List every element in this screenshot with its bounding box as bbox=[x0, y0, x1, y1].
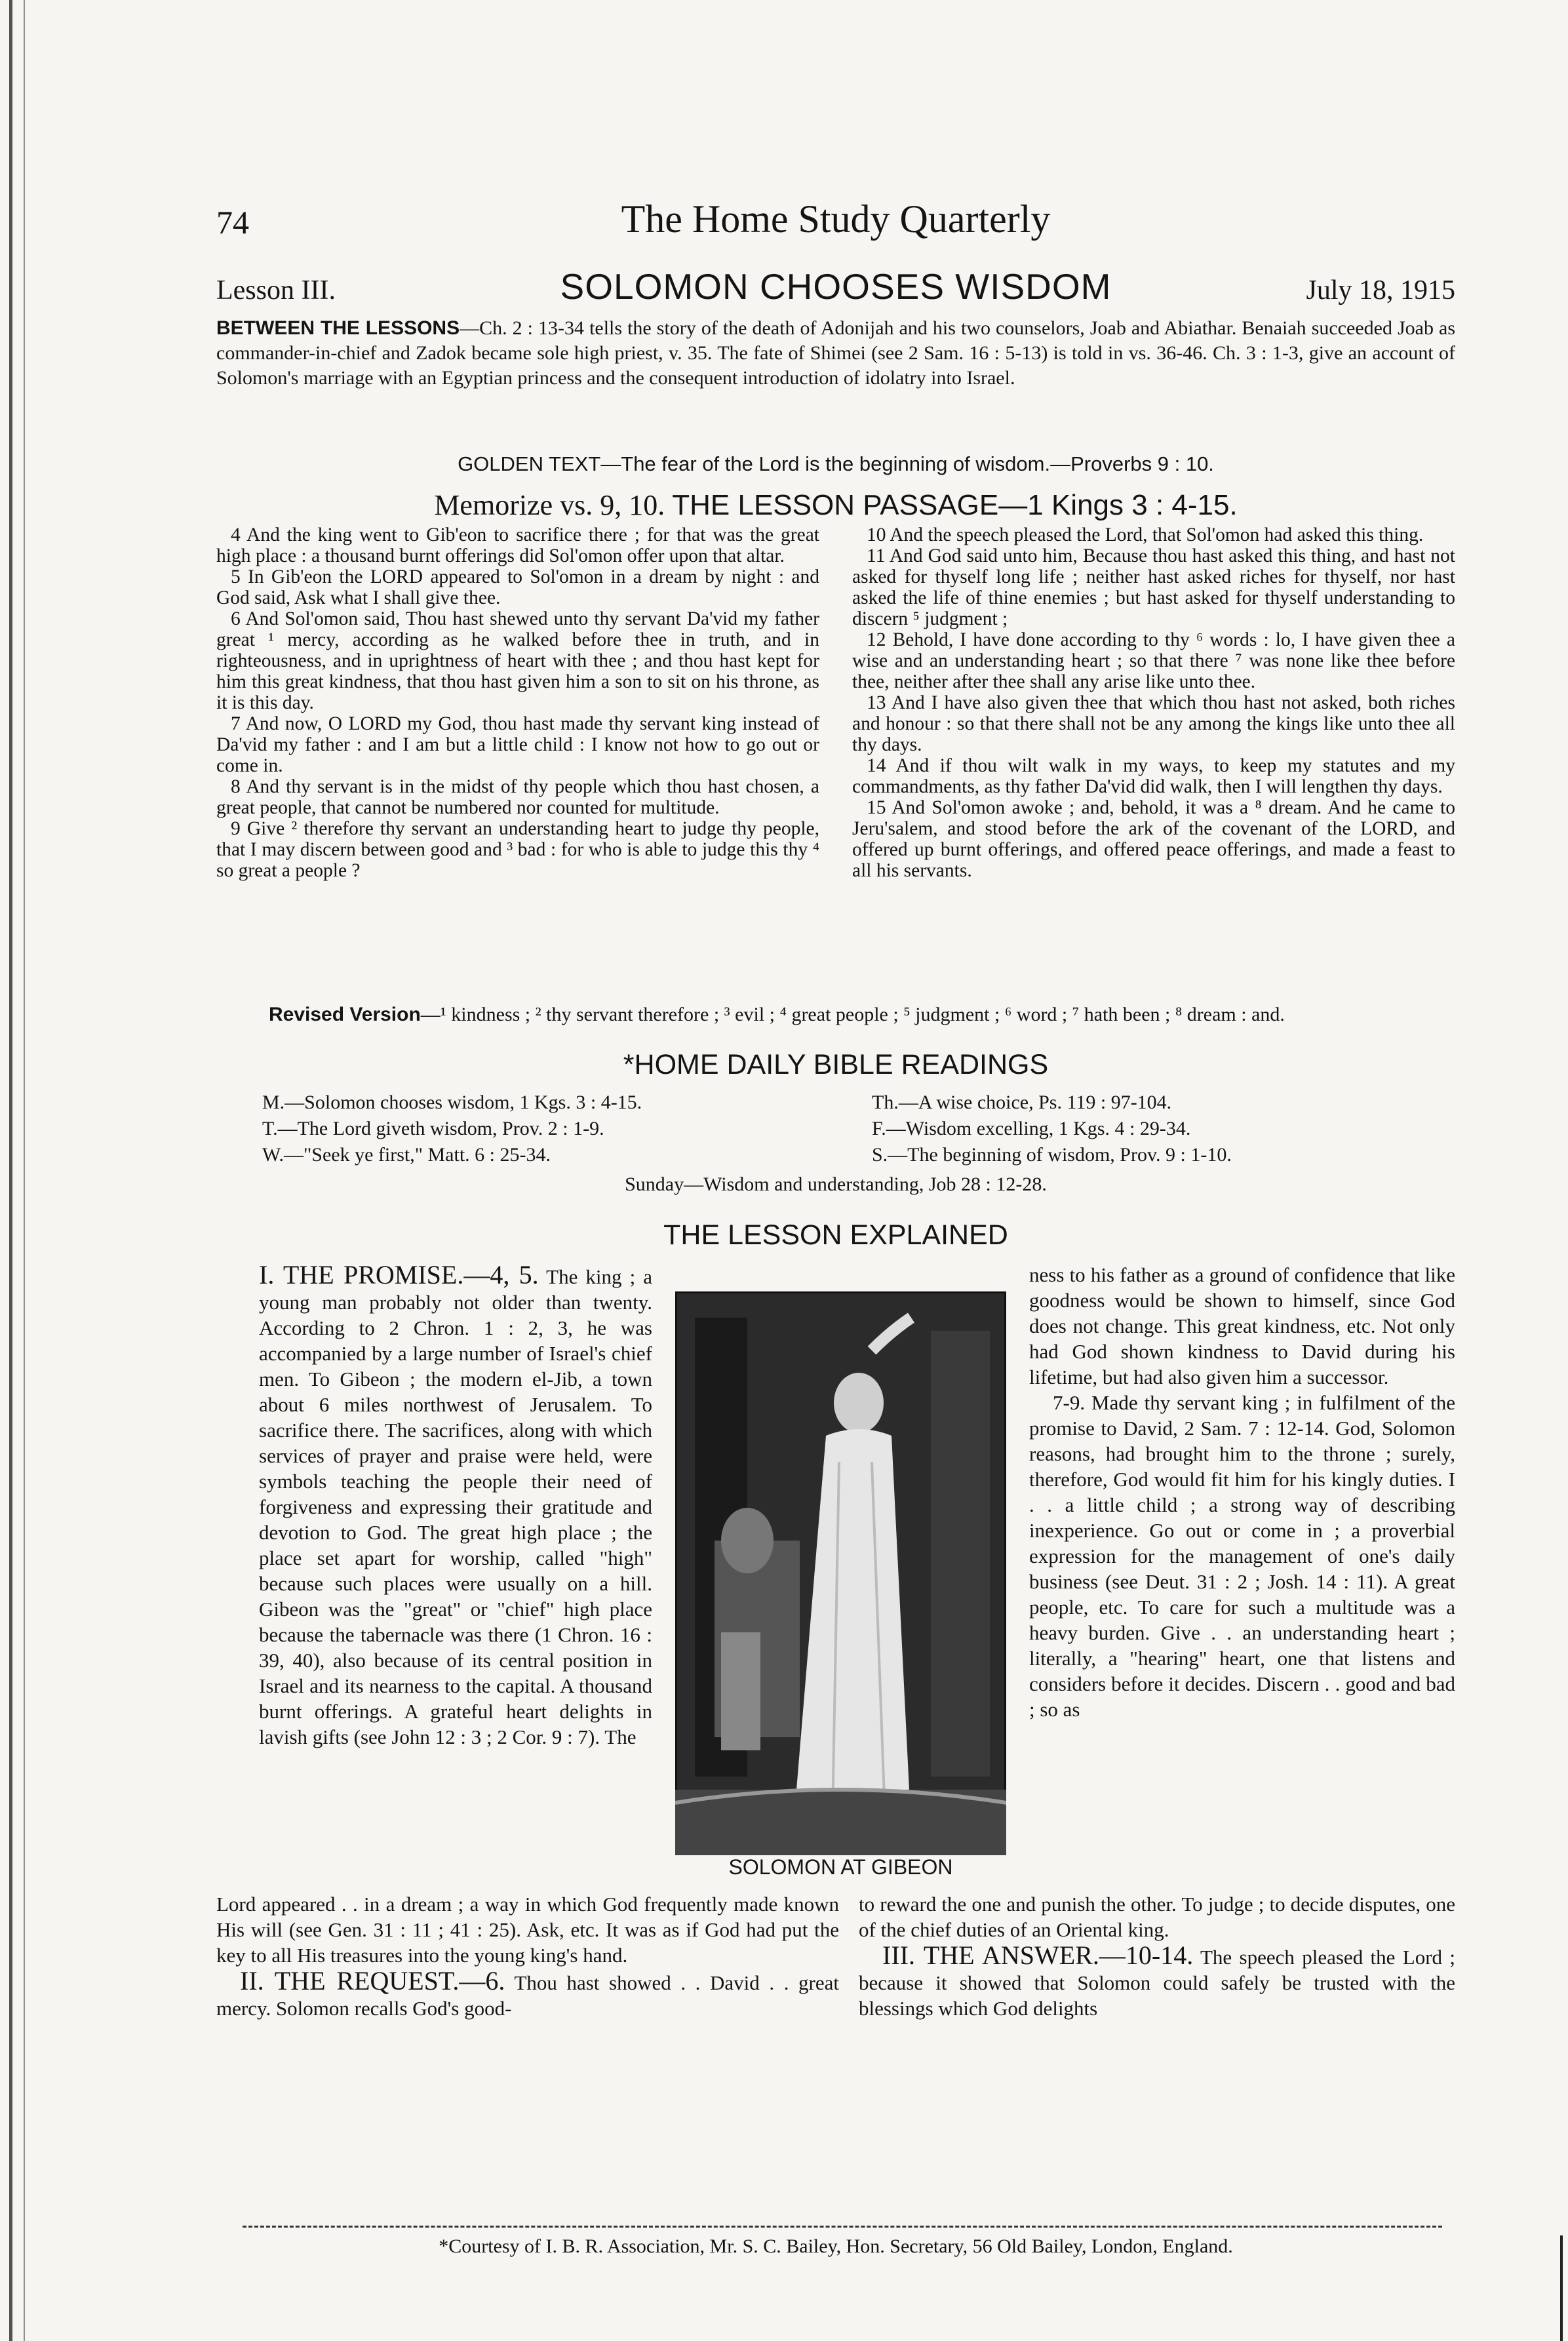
memorize-label: Memorize vs. 9, 10. bbox=[434, 489, 665, 521]
verse: 12 Behold, I have done according to thy ⁶ words : lo, I have given thee a wise and an understanding heart ; so that there ⁷ was none like thee before thee, neither after thee shall any arise like unto thee. bbox=[852, 629, 1455, 692]
verse: 4 And the king went to Gib'eon to sacrifice there ; for that was the great high place : a thousand burnt offerings did Sol'omon offer upon that altar. bbox=[216, 524, 819, 566]
verse: 15 And Sol'omon awoke ; and, behold, it was a ⁸ dream. And he came to Jeru'salem, and stood before the ark of the covenant of the LORD, and offered up burnt offerings, and offered peace offerings, and made a feast to all his servants. bbox=[852, 797, 1455, 881]
section-heading-answer: III. THE ANSWER.—10-14. bbox=[882, 1940, 1194, 1970]
daily-readings bbox=[262, 1092, 1429, 1170]
explained-column-right bbox=[1029, 1262, 1455, 1722]
between-label: BETWEEN THE LESSONS bbox=[216, 317, 460, 339]
lesson-explained-title: THE LESSON EXPLAINED bbox=[663, 1219, 1008, 1251]
explained-column-left bbox=[259, 1262, 652, 1750]
illustration-solomon-at-gibeon bbox=[675, 1291, 1006, 1855]
memorize-row bbox=[216, 488, 1455, 522]
page-edge-mark bbox=[1560, 2235, 1563, 2341]
revised-version-note bbox=[216, 1003, 1455, 1027]
verse: 14 And if thou wilt walk in my ways, to keep my statutes and my commandments, as thy father Da'vid did walk, then I will lengthen thy days. bbox=[852, 755, 1455, 797]
between-text: —Ch. 2 : 13-34 tells the story of the death of Adonijah and his two counselors, Joab and Abiathar. Benaiah succeeded Joab as commander-in-chief and Zadok became sole high priest, v. 35. The fate of Shimei (see 2 Sam. 16 : 5-13) is told in vs. 36-46. Ch. 3 : 1-3, give an account of Solomon's marriage with an Egyptian princess and the consequent introduction of idolatry into Israel. bbox=[216, 317, 1455, 389]
explained-text: The speech pleased the Lord ; because it showed that Solomon could safely be trusted with the blessings which God delights bbox=[859, 1946, 1455, 2020]
revised-text: —¹ kindness ; ² thy servant therefore ; ³ evil ; ⁴ great people ; ⁵ judgment ; ⁶ word ; ⁷ hath been ; ⁸ dream : and. bbox=[420, 1004, 1285, 1025]
sunday-reading: Sunday—Wisdom and understanding, Job 28 : 12-28. bbox=[625, 1173, 1047, 1195]
verse: 6 And Sol'omon said, Thou hast shewed unto thy servant Da'vid my father great ¹ mercy, according as he walked before thee in truth, and in righteousness, and in uprightness of heart with thee ; and thou hast kept for him this great kindness, that thou hast given him a son to sit on his throne, as it is this day. bbox=[216, 608, 819, 713]
lesson-passage bbox=[216, 524, 1455, 1003]
verse: 9 Give ² therefore thy servant an understanding heart to judge thy people, that I may discern between good and ³ bad : for who is able to judge this thy ⁴ so great a people ? bbox=[216, 818, 819, 881]
illustration-caption: SOLOMON AT GIBEON bbox=[728, 1855, 953, 1879]
explained-bottom-left bbox=[216, 1891, 839, 2021]
engraving-image bbox=[675, 1291, 1006, 1855]
section-heading-promise: I. THE PROMISE.—4, 5. bbox=[259, 1260, 539, 1289]
passage-column-left bbox=[216, 524, 819, 881]
revised-label: Revised Version bbox=[269, 1004, 421, 1025]
reading-item: T.—The Lord giveth wisdom, Prov. 2 : 1-9. bbox=[262, 1118, 604, 1139]
explained-paragraph: Lord appeared . . in a dream ; a way in which God frequently made known His will (see Gen. 31 : 11 ; 41 : 25). Ask, etc. It was as if God had put the key to all His treasures into the young king's hand. bbox=[216, 1893, 839, 1967]
verse: 10 And the speech pleased the Lord, that Sol'omon had asked this thing. bbox=[867, 524, 1424, 545]
explained-text: Thou hast showed . . David . . great mercy. Solomon recalls God's good- bbox=[216, 1971, 840, 2020]
journal-title: The Home Study Quarterly bbox=[621, 197, 1051, 241]
lesson-number: Lesson III. bbox=[216, 275, 336, 305]
binding-edge-line-thin bbox=[24, 0, 25, 2341]
footnote: *Courtesy of I. B. R. Association, Mr. S. C. Bailey, Hon. Secretary, 56 Old Bailey, London, England. bbox=[439, 2235, 1233, 2257]
passage-column-right bbox=[852, 524, 1455, 881]
daily-readings-title: *HOME DAILY BIBLE READINGS bbox=[623, 1049, 1049, 1080]
verse: 11 And God said unto him, Because thou hast asked this thing, and hast not asked for thyself long life ; neither hast asked riches for thyself, nor hast asked the life of thine enemies ; but hast asked for thyself understanding to discern ⁵ judgment ; bbox=[852, 545, 1455, 629]
reading-item: W.—"Seek ye first," Matt. 6 : 25-34. bbox=[262, 1144, 551, 1166]
verse: 13 And I have also given thee that which thou hast not asked, both riches and honour : so that there shall not be any among the kings like unto thee all thy days. bbox=[852, 692, 1455, 755]
reading-item: S.—The beginning of wisdom, Prov. 9 : 1-10. bbox=[872, 1144, 1232, 1166]
explained-text: The king ; a young man probably not older than twenty. According to 2 Chron. 1 : 2, 3, he was accompanied by a large number of Israel's chief men. To Gibeon ; the modern el-Jib, a town about 6 miles northwest of Jerusalem. To sacrifice there. The sacrifices, along with which services of prayer and praise were held, were symbols teaching the people their need of forgiveness and expressing their gratitude and devotion to God. The great high place ; the place set apart for worship, called "high" because such places were usually on a hill. Gibeon was the "great" or "chief" high place because the tabernacle was there (1 Chron. 16 : 39, 40), also because of its central position in Israel and its nearness to the capital. A thousand burnt offerings. A grateful heart delights in lavish gifts (see John 12 : 3 ; 2 Cor. 9 : 7). The bbox=[259, 1265, 652, 1748]
explained-paragraph: 7-9. Made thy servant king ; in fulfilment of the promise to David, 2 Sam. 7 : 12-14. God, Solomon reasons, had brought him to the throne ; surely, therefore, God would fit him for his kingly duties. I . . a little child ; a strong way of describing inexperience. Go out or come in ; a proverbial expression for the management of one's daily business (see Deut. 31 : 2 ; Josh. 14 : 11). A great people, etc. To care for such a multitude was a heavy burden. Give . . an understanding heart ; literally, a "hearing" heart, one that listens and considers before it decides. Discern . . good and bad ; so as bbox=[1029, 1391, 1455, 1721]
lesson-header bbox=[216, 266, 1455, 311]
page-header bbox=[216, 197, 1455, 249]
reading-item: Th.—A wise choice, Ps. 119 : 97-104. bbox=[872, 1092, 1172, 1113]
explained-bottom-right bbox=[859, 1891, 1455, 2021]
lesson-title: SOLOMON CHOOSES WISDOM bbox=[560, 266, 1112, 307]
footnote-divider bbox=[243, 2226, 1442, 2228]
explained-paragraph: to reward the one and punish the other. To judge ; to decide disputes, one of the chief duties of an Oriental king. bbox=[859, 1893, 1455, 1941]
explained-paragraph: ness to his father as a ground of confidence that like goodness would be shown to himself, since God does not change. This great kindness, etc. Not only had God shown kindness to David during his lifetime, but had also given him a successor. bbox=[1029, 1263, 1455, 1388]
verse: 8 And thy servant is in the midst of thy people which thou hast chosen, a great people, that cannot be numbered nor counted for multitude. bbox=[216, 776, 819, 818]
section-heading-request: II. THE REQUEST.—6. bbox=[240, 1966, 505, 1996]
lesson-passage-heading: THE LESSON PASSAGE—1 Kings 3 : 4-15. bbox=[672, 489, 1238, 521]
between-the-lessons bbox=[216, 316, 1455, 391]
lesson-date: July 18, 1915 bbox=[1306, 275, 1455, 305]
verse: 5 In Gib'eon the LORD appeared to Sol'omon in a dream by night : and God said, Ask what I shall give thee. bbox=[216, 566, 819, 608]
golden-text: GOLDEN TEXT—The fear of the Lord is the beginning of wisdom.—Proverbs 9 : 10. bbox=[458, 452, 1214, 475]
reading-item: F.—Wisdom excelling, 1 Kgs. 4 : 29-34. bbox=[872, 1118, 1191, 1139]
binding-edge-line bbox=[9, 0, 12, 2341]
verse: 7 And now, O LORD my God, thou hast made thy servant king instead of Da'vid my father : and I am but a little child : I know not how to go out or come in. bbox=[216, 713, 819, 776]
reading-item: M.—Solomon chooses wisdom, 1 Kgs. 3 : 4-15. bbox=[262, 1092, 642, 1113]
page-number: 74 bbox=[216, 204, 249, 241]
